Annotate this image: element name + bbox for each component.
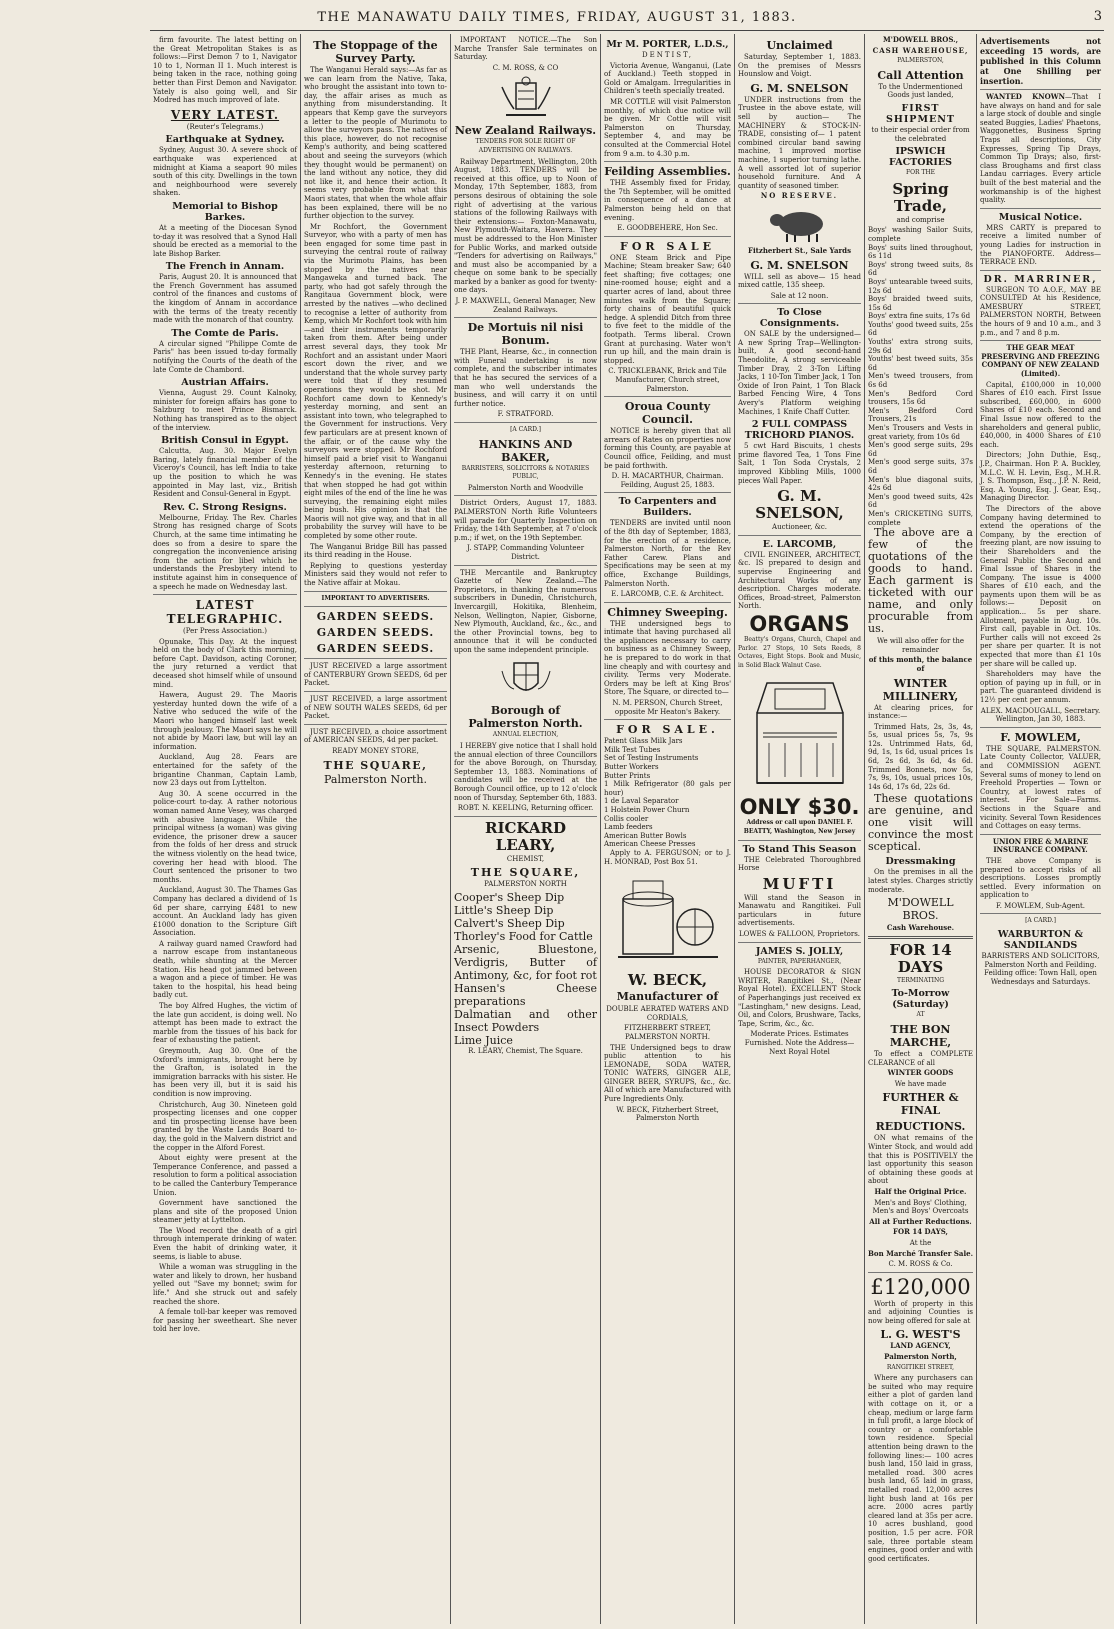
ipswich-factories: IPSWICH FACTORIES	[889, 146, 952, 169]
list-item: Boys' untearable tweed suits, 12s 6d	[868, 277, 973, 295]
consignments-text: ON SALE by the undersigned— A new Spring Trap—Wellington-built, A good second-hand Theodolite, A strong serviceable Timber Dray, 2 3-Ton Lifting Jacks, 1 10-Ton Timber Jack, 1 Ton Oxide of Iron Paint, 1 Ton Black Barbed Fencing Wire, 4 Tons Avery's Platform weighing Machines, 1 Knife Chaff Cutter.	[738, 330, 861, 416]
column-3	[450, 34, 600, 1624]
comprise: and comprise	[896, 215, 945, 224]
rickard-leary-heading: RICKARD LEARY,	[485, 818, 566, 854]
list-item: Lime Juice	[454, 1034, 513, 1047]
list-item: Boys' suits lined throughout, 6s 11d	[868, 243, 973, 261]
cottle-text: MR COTTLE will visit Palmerston monthly, of which due notice will be given. Mr Cottle will visit Palmerston on Thursday, September 4, and may be consulted at the Commercial Hotel from 9 a.m. to 4.30 p.m.	[604, 97, 731, 158]
gear-meat-text: The Directors of the above Company having determined to extend the operations of the Company, by the erection of freezing plant, are now issuing to their Shareholders and the General Public the Second and Final Issue of Shares in the Company. The issue is 4000 Shares of £10 each, and the payments upon them will be as follows:— Deposit on application... 5s per share. Allotment, payable in Aug. 10s. First call, payable in Oct. 10s. Further calls will not exceed 2s per share per quarter. It is not expected that more than £1 10s per share will be called up.	[980, 504, 1101, 668]
masthead-rule	[150, 30, 1104, 31]
list-item: Men's good serge suits, 29s 6d	[868, 441, 973, 458]
only-price: ONLY $30.	[739, 795, 860, 820]
divider	[980, 913, 1101, 914]
list-item: Men's CRICKETING SUITS, complete	[868, 509, 973, 527]
list-item: Men's good serge suits, 37s 6d	[868, 458, 973, 475]
list-item: American Cheese Presses	[604, 840, 696, 849]
all-at-reductions: All at Further Reductions.	[869, 1216, 972, 1226]
divider	[604, 492, 731, 493]
article-paragraph: The Wanganui Herald says:—As far as we can learn from the Native, Taka, who brought the assistant into town to-day, the affair arises as much as anything from misunderstanding. It appears that Kemp gave the surveyors a letter to the people of Murimotu to allow the surveyors pass. The natives of this place, however, do not recognise Kemp's authority, and being scattered about and seeing the surveyors (which they thought would be permanent) on the land without any notice, they did not like it, and hence their action. It seems very probable from what this Maori states, that when the whole affair has been explained, there will be no further objection to the survey.	[304, 66, 447, 221]
feilding-signature: E. GOODBEHERE, Hon Sec.	[617, 224, 718, 233]
first-shipment-sub: to their especial order from the celebrated	[871, 125, 970, 143]
telegram-paragraph: A female toll-bar keeper was removed for passing her sweetheart. She never told her love.	[153, 1308, 297, 1334]
union-fire-text: THE above Company is prepared to accept risks of all descriptions. Losses promptly settled. Every information on application to	[980, 856, 1101, 900]
columns	[150, 34, 1104, 1624]
chimney-heading: Chimney Sweeping.	[607, 605, 728, 619]
list-item: Collis cooler	[604, 814, 649, 823]
list-item: Youths' best tweed suits, 35s 6d	[868, 355, 973, 372]
volunteers-text: District Orders, August 17, 1883. PALMERSTON North Rifle Volunteers will parade for Quarterly Inspection on Friday, the 14th September, at 7 o'clock p.m.; if wet, on the 19th September.	[454, 499, 597, 542]
builders-text: TENDERS are invited until noon of the 8th day of September, 1883, for the erection of a residence, Palmerston North, for the Rev Father Carew. Plans and Specifications may be seen at my office, Exchange Buildings, Palmerston North.	[604, 519, 731, 588]
call-attention-sub: To the Undermentioned Goods just landed,	[878, 82, 963, 100]
divider	[304, 691, 447, 692]
list-item: Men's Bedford Cord trousers, 15s 6d	[868, 389, 973, 407]
wanted-text: —That I have always on hand and for sale a large stock of double and single seated Buggies, Ladies' Phaetons, Waggonettes, Business Spring Traps all descriptions, City Expresses, Spring Tip Drays, Common Tip Drays; also, first-class Broughams and first class Landau carriages. Every article built of the best material and the workmanship is of the highest quality.	[980, 93, 1102, 205]
survey-heading: The Stoppage of the Survey Party.	[313, 39, 438, 65]
sale-yards: Fitzherbert St., Sale Yards	[747, 245, 852, 255]
railways-signature: J. P. MAXWELL, General Manager, New Zealand Railways.	[455, 297, 596, 314]
list-item: Set of Testing Instruments	[604, 754, 699, 763]
story-text: Sydney, August 30. A severe shock of earthquake was experienced at midnight at Kiama a seaport 90 miles south of this city. Dwellings in the town and neighbourhood were severely shaken.	[153, 146, 297, 198]
dentist-sub: DENTIST,	[642, 51, 693, 59]
cattle-text: WILL sell as above— 15 head mixed cattle, 135 sheep.	[738, 272, 861, 290]
divider	[454, 495, 597, 496]
volunteers-signature: J. STAPP, Commanding Volunteer District.	[466, 544, 585, 561]
list-item: Youths' extra strong suits, 29s 6d	[868, 338, 973, 355]
mortuis-signature: F. STRATFORD.	[497, 410, 554, 419]
lead-text: firm favourite. The latest betting on the Great Metropolitan Stakes is as follows:—First Demon 7 to 1, Navigator 10 to 1, Norman II 1. Much interest is being taken in the race, nothing going better than First Demon and Navigator. Yately is also going well, and Sir Modred has much improved of late.	[153, 36, 297, 105]
clearing-text: At clearing prices, for instance:—	[868, 703, 973, 721]
borough-crest-icon	[496, 657, 556, 701]
chemist-items	[454, 891, 597, 1047]
directors-list: Directors; John Duthie, Esq., J.P., Chairman. Hon P. A. Buckley, M.L.C. W. H. Levin, Esq., M.H.R. J. S. Thompson, Esq., J.P. N. Reid, Esq. A. Young, Esq. J. Gear, Esq., Managing Director.	[980, 451, 1101, 503]
list-item: Thorley's Food for Cattle	[454, 930, 593, 943]
store-town: Palmerston North.	[324, 772, 427, 786]
borough-signature: ROBT. N. KEELING, Returning officer.	[457, 804, 594, 813]
cash-warehouse: CASH WAREHOUSE,	[872, 45, 969, 55]
dairy-signature: Apply to A. FERGUSON; or to J. H. MONRAD, Post Box 51.	[604, 848, 731, 866]
divider	[604, 719, 731, 720]
masthead-title: THE MANAWATU DAILY TIMES, FRIDAY, AUGUST 31, 1883.	[317, 9, 797, 25]
divider	[604, 602, 731, 603]
wanted-heading: WANTED KNOWN	[986, 92, 1065, 101]
telegram-paragraph: Auckland, Aug 28. Fears are entertained for the safety of the brigantine Chanman, Captain Lamb, now 23 days out from Lyttelton.	[153, 753, 297, 788]
west-street: RANGITIKEI STREET,	[886, 1363, 955, 1371]
column-1	[150, 34, 300, 1624]
story-text: Melbourne, Friday. The Rev. Charles Strong has resigned charge of Scots Church, at the same time intimating he does so from a desire to spare the congregation the inconvenience arising from the action for libel which he understands the Presbytery intend to institute against him in consequence of a speech he made on Wednesday last.	[153, 513, 297, 591]
clearance-text: To effect a COMPLETE CLEARANCE of all	[868, 1050, 973, 1067]
divider	[454, 422, 597, 423]
gear-meat-heading: THE GEAR MEAT PRESERVING AND FREEZING COMPANY OF NEW ZEALAND (Limited).	[981, 343, 1100, 379]
offer-text: We will also offer for the remainder	[876, 637, 965, 654]
winter-goods: WINTER GOODS	[887, 1068, 954, 1078]
jolly-heading: JAMES S. JOLLY,	[755, 945, 844, 957]
mdowell-bros: M'DOWELL BROS.	[887, 896, 954, 923]
ross-signature: C. M. ROSS & Co.	[888, 1260, 953, 1269]
mowlem-text: THE SQUARE, PALMERSTON. Late County Collector, VALUER, and COMMISSION AGENT. Several sums of money to lend on Freehold Properties — Town or Country, at lowest rates of interest. For Sale—Farms. Sections in the Square and vicinity. Several Town Residences and Cottages on easy terms.	[980, 744, 1101, 831]
divider	[454, 317, 597, 318]
divider	[980, 208, 1101, 209]
story-text: Vienna, August 29. Count Kalnoky, minister for foreign affairs has gone to Salzburg to meet Prince Bismarck. Nothing has transpired as to the object of the interview.	[153, 389, 297, 432]
further-final: FURTHER & FINAL	[882, 1091, 959, 1118]
divider	[980, 340, 1101, 341]
list-item: Boys' extra fine suits, 17s 6d	[868, 312, 971, 321]
call-attention: Call Attention	[877, 68, 964, 82]
coat-of-arms-icon	[496, 75, 556, 121]
first-shipment: FIRST SHIPMENT	[886, 102, 955, 125]
for-sale-signature: C. TRICKLEBANK, Brick and Tile Manufacturer, Church street, Palmerston.	[608, 367, 727, 393]
divider	[304, 724, 447, 725]
warburton-heading: WARBURTON & SANDILANDS	[997, 929, 1084, 952]
list-item: Patent Glass Milk Jars	[604, 737, 683, 746]
divider	[868, 1272, 973, 1273]
dentist-text: Victoria Avenue, Wanganui, (Late of Auckland.) Teeth stopped in Gold or Amalgam. Irregularities in Children's teeth specially treated.	[604, 61, 731, 96]
telegram-paragraph: A railway guard named Crawford had a narrow escape from instantaneous death, while shunting at the Mercer Station. His head got jammed between a wagon and a piece of timber. He was taken to the hospital, his head being badly cut.	[153, 939, 297, 1000]
feilding-text: THE Assembly fixed for Friday, the 7th September, will be omitted in consequence of a dance at Palmerston being held on that evening.	[604, 179, 731, 222]
property-value: £120,000	[870, 1274, 971, 1299]
auctioneer-sub: Auctioneer, &c.	[772, 523, 827, 532]
larcomb-heading: E. LARCOMB,	[762, 538, 837, 550]
page-number: 3	[1093, 9, 1102, 24]
mufti-heading: MUFTI	[762, 874, 837, 893]
list-item: Little's Sheep Dip	[454, 904, 554, 917]
railways-sub: TENDERS FOR SOLE RIGHT OF ADVERTISING ON RAILWAYS.	[475, 138, 576, 154]
column-2	[300, 34, 450, 1624]
clothing-list	[868, 226, 973, 527]
divider	[604, 396, 731, 397]
mercantile-text: THE Mercantile and Bankruptcy Gazette of New Zealand.—The Proprietors, in thanking the numerous subscribers in Dunedin, Christchurch, Invercargill, Hokitika, Blenheim, Nelson, Wellington, Napier, Gisborne, New Plymouth, Auckland, &c., &c., and the other Provincial towns, beg to announce that it will be conducted upon the same independent principle.	[454, 568, 597, 654]
seeds-notice: JUST RECEIVED, a large assortment of NEW SOUTH WALES SEEDS, 6d per Packet.	[304, 695, 447, 721]
dairy-items	[604, 737, 731, 849]
auctioneer-heading: G. M. SNELSON,	[755, 487, 844, 523]
snelson-heading: G. M. SNELSON	[750, 81, 849, 95]
larcomb-text: CIVIL ENGINEER, ARCHITECT, &c. IS prepared to design and supervise Engineering and Architectural Works of any description. Charges moderate. Offices, Broad-street, Palmerston North.	[738, 550, 861, 611]
divider	[738, 840, 861, 841]
borough-heading: Borough of Palmerston North.	[468, 704, 583, 731]
beck-sub: Manufacturer of	[616, 990, 719, 1004]
beck-heading: W. BECK,	[627, 971, 708, 990]
jolly-sub: PAINTER, PAPERHANGER,	[757, 957, 842, 965]
beck-product: DOUBLE AERATED WATERS AND CORDIALS,	[606, 1005, 729, 1022]
seeds-notice: JUST RECEIVED, a choice assortment of AMERICAN SEEDS, 4d per packet.	[304, 727, 447, 745]
dentist-heading: Mr M. PORTER, L.D.S.,	[606, 39, 729, 50]
divider	[868, 936, 973, 939]
divider	[980, 270, 1101, 271]
important-notice: IMPORTANT NOTICE.—The Son Marche Transfer Sale terminates on Saturday.	[454, 36, 597, 62]
telegram-paragraph: Opunake, This Day. At the inquest held on the body of Clark this morning, before Capt. Davidson, acting Coroner, the jury returned a verdict that deceased shot himself while of unsound mind.	[153, 637, 297, 689]
telegram-paragraph: Aug 30. A scene occurred in the police-court to-day. A rather notorious woman named Anne Vesey, was charged with abusive language. While the principal witness (a woman) was giving evidence, the prisoner drew a saucer from the folds of her dress and struck the witness violently on the head twice, covering her head with blood. The Court sentenced the prisoner to two months.	[153, 789, 297, 884]
for-sale-text: ONE Steam Brick and Pipe Machine; Steam breaker Saw; 640 feet shafting; five cottages; one nine-roomed house; eight and a quarter acres of land, about three minutes walk from the Square; forty chains of beautiful quick hedge. A splendid Ditch from three to five feet to the middle of the footpath. Terms liberal. Crown Grant at purchasing. Water won't run up hill, and the main drain is stopped.	[604, 253, 731, 365]
list-item: Men's blue diagonal suits, 42s 6d	[868, 475, 973, 493]
marriner-heading: DR. MARRINER,	[983, 273, 1098, 285]
telegram-paragraph: Christchurch, Aug 30. Nineteen gold prospecting licenses and one copper and tin prospecting license have been granted by the Waste Lands Board to-day, the gold in the Malvern district and the copper in the Alford Forest.	[153, 1100, 297, 1152]
list-item: 1 Holstein Power Churn	[604, 805, 690, 814]
story-heading: Memorial to Bishop Barkes.	[172, 200, 278, 223]
column-4	[600, 34, 734, 1624]
dairy-sale-heading: FOR SALE.	[616, 723, 719, 737]
builders-signature: E. LARCOMB, C.E. & Architect.	[611, 590, 724, 599]
union-fire-signature: F. MOWLEM, Sub-Agent.	[995, 901, 1086, 910]
mufti-text: Will stand the Season in Manawatu and Rangitikei. Full particulars in future advertisements.	[738, 893, 861, 928]
for-sale-heading: FOR SALE	[620, 239, 715, 253]
story-text: Calcutta, Aug. 30. Major Evelyn Baring, lately financial member of the Viceroy's Council, has left India to take up the position to which he was appointed in May last, viz., British Resident and Consul-General in Egypt.	[153, 447, 297, 499]
chimney-text: THE undersigned begs to intimate that having purchased all the appliances necessary to carry on business as a Chimney Sweep, he is prepared to do work in that line cheaply and with courtesy and civility. Terms very Moderate. Orders may be left at King Bros' Store, The Square, or directed to—	[604, 619, 731, 697]
hankins-baker-heading: HANKINS AND BAKER,	[478, 437, 573, 464]
article-paragraph: Mr Rochfort, the Government Surveyor, who with a party of men has been engaged for some time past in surveying the central route of railway via the Murimotu Plains, has been stopped by the natives near Mangaweka and turned back. The party, who had got safely through the Rangitaua Government block, were arrested by the natives —who declined to recognise a letter of authority from Kemp, which Mr Rochfort took with him—and their instruments temporarily taken from them. After being under arrest several days, they took Mr Rochfort and an assistant under Maori escort down the river, and we understand that the whole survey party were told that if they resumed operations they would be shot. Mr Rochfort came down to Kennedy's yesterday morning, and sent an assistant into town, who telegraphed to the Government for instructions. Very few particulars are at present known of the affair, or of the cause why the surveyors were stopped. Mr Rochford himself paid a brief visit to Wanganui yesterday afternoon, returning to Kennedy's in the evening. He states that when stopped he had got within eight miles of the end of the line he was surveying, the remaining eight miles being bush. His opinion is that the Maoris will not give way, and that in all probability the survey will have to be completed by some other route.	[304, 222, 447, 541]
story-heading: Rev. C. Strong Resigns.	[163, 501, 287, 513]
telegram-paragraph: Government have sanctioned the plans and site of the proposed Union steamer jetty at Lyttelton.	[153, 1199, 297, 1225]
snelson-heading: G. M. SNELSON	[750, 258, 849, 272]
advertisers-heading: IMPORTANT TO ADVERTISERS.	[321, 594, 430, 602]
list-item: Men's Trousers and Vests in great variety, from 10s 6d	[868, 424, 973, 441]
for-14-days: FOR 14 DAYS	[889, 940, 952, 976]
store-square: THE SQUARE,	[323, 758, 428, 772]
stand-heading: To Stand This Season	[742, 843, 857, 855]
telegram-paragraph: Greymouth, Aug 30. One of the Oxford's immigrants, brought here by the Grafton, is isolated in the immigration barracks with his sister. He has been very ill, but it is said his condition is now improving.	[153, 1047, 297, 1098]
telegram-paragraph: While a woman was struggling in the water and likely to drown, her husband yelled out "Save my bonnet; swim for life." And she struck out and safely reached the shore.	[153, 1263, 297, 1306]
list-item: Hansen's Cheese preparations	[454, 982, 597, 1008]
musical-text: MRS CARTY is prepared to receive a limited number of young Ladies for instruction in the PIANOFORTE. Address— TERRACE END.	[980, 223, 1101, 267]
west-heading: L. G. WEST'S	[880, 1328, 961, 1342]
unclaimed-heading: Unclaimed	[766, 39, 833, 52]
column-6	[864, 34, 976, 1624]
oroua-text: NOTICE is hereby given that all arrears of Rates on properties now forming this County, are payable at Council office, Feilding, and must be paid forthwith.	[604, 427, 731, 470]
gear-meat-signature: ALEX. MACDOUGALL, Secretary. Wellington, Jan 30, 1883.	[980, 706, 1101, 724]
card-label: [A CARD.]	[510, 426, 541, 433]
we-have-made: We have made	[894, 1079, 947, 1088]
mowlem-heading: F. MOWLEM,	[1000, 730, 1081, 744]
divider	[304, 658, 447, 659]
store-name: READY MONEY STORE,	[332, 746, 419, 755]
dressmaking-text: On the premises in all the latest styles. Charges strictly moderate.	[868, 868, 973, 894]
musical-heading: Musical Notice.	[998, 211, 1083, 223]
at-label: AT	[916, 1011, 925, 1019]
list-item: Dalmatian and other Insect Powders	[454, 1008, 597, 1034]
article-paragraph: Replying to questions yesterday Ministers said they would not refer to the Native affair at Mokau.	[304, 561, 447, 588]
no-reserve: NO RESERVE.	[760, 191, 839, 201]
beck-text: THE Undersigned begs to draw public attention to his LEMONADE, SODA WATER, TONIC WATERS, GINGER ALE, GINGER BEER, SYRUPS, &c., &c. All of which are Manufactured with Pure Ingredients Only.	[604, 1043, 731, 1104]
list-item: Arsenic, Bluestone, Verdigris, Butter of Antimony, &c, for foot rot	[454, 943, 597, 982]
list-item: Men's Bedford Cord Trousers, 21s	[868, 406, 973, 424]
column-notice: Advertisements not exceeding 15 words, are published in this Column at One Shilling per insertion.	[980, 36, 1101, 86]
beatty-address: Address or call upon DANIEL F. BEATTY, Washington, New Jersey	[743, 819, 856, 835]
telegram-paragraph: Hawera, August 29. The Maoris yesterday hunted down the wife of a Native who seduced the wife of the Maori who hanged himself last week through jealousy. The Maori says he will not abide by Maori law, but will lay an information.	[153, 691, 297, 751]
divider	[153, 594, 297, 595]
organ-illustration-icon	[745, 673, 855, 793]
list-item: Butter Workers	[604, 763, 659, 771]
hats-prices: Trimmed Hats, 2s, 3s, 4s, 5s, usual prices 5s, 7s, 9s 12s. Untrimmed Hats, 6d, 9d, 1s, 1s 6d, usual prices 1s 6d, 2s 6d, 3s 6d, 4s 6d. Trimmed Bonnets, now 5s, 7s, 9s, 10s, usual prices 10s, 14s 6d, 17s 6d, 22s 6d.	[868, 722, 973, 791]
divider	[604, 236, 731, 237]
story-text: Paris, August 20. It is announced that the French Government has assumed control of the finances and customs of the kingdom of Annam in accordance with the terms of the treaty recently made with the monarch of that country.	[153, 273, 297, 325]
telegram-paragraph: About eighty were present at the Temperance Conference, and passed a resolution to form a political association to be called the Canterbury Temperance Union.	[153, 1154, 297, 1197]
divider	[454, 816, 597, 817]
latest-telegraphic-sub: (Per Press Association.)	[183, 627, 267, 636]
union-fire-heading: UNION FIRE & MARINE INSURANCE COMPANY.	[992, 836, 1089, 855]
organs-description: Beatty's Organs, Church, Chapel and Parlor. 27 Stops, 10 Sets Reeds, 8 Octaves, Eight Stops. Book and Music, in Solid Black Walnut Case.	[738, 635, 861, 669]
divider	[980, 89, 1101, 90]
list-item: American Butter Bowls	[604, 831, 687, 840]
stand-text: THE Celebrated Thoroughbred Horse	[738, 855, 861, 873]
rickard-leary-square: THE SQUARE,	[470, 866, 581, 880]
list-item: Boys' braided tweed suits, 15s 6d	[868, 295, 973, 312]
story-heading: Earthquake at Sydney.	[165, 134, 285, 146]
very-latest-heading: VERY LATEST.	[170, 107, 280, 122]
divider	[604, 161, 731, 162]
oroua-signature: D. H. MACARTHUR, Chairman. Feilding, August 25, 1883.	[611, 472, 724, 489]
list-item: Youths' good tweed suits, 25s 6d	[868, 320, 973, 338]
mufti-signature: LOWES & FALLOON, Proprietors.	[738, 930, 861, 939]
list-item: Men's tweed trousers, from 6s 6d	[868, 372, 973, 390]
list-item: Calvert's Sheep Dip	[454, 917, 565, 930]
sale-time: Sale at 12 noon.	[770, 291, 829, 300]
article-paragraph: The Wanganui Bridge Bill has passed its third reading in the House.	[304, 542, 447, 560]
organs-heading: ORGANS	[749, 611, 850, 636]
card-label: [A CARD.]	[1025, 917, 1056, 925]
for-14-days-2: FOR 14 DAYS,	[893, 1227, 948, 1237]
oroua-heading: Oroua County Council.	[624, 400, 711, 427]
land-agency: LAND AGENCY,	[890, 1341, 951, 1351]
list-item: Milk Test Tubes	[604, 745, 661, 754]
aerated-water-machine-icon	[613, 869, 723, 969]
railways-heading: New Zealand Railways.	[454, 124, 597, 138]
jolly-text: HOUSE DECORATOR & SIGN WRITER, Rangitikei St., (Near Royal Hotel). EXCELLENT Stock of Paperhangings just received ex "Lastingham," new designs. Lead, Oil, and Colors, Brushware, Tacks, Tape, Scrim, &c., &c.	[738, 968, 861, 1028]
above-quotations: The above are a few of the quotations of the goods to hand. Each garment is ticketed with our name, and only procurable from us.	[868, 526, 973, 636]
list-item: Lamb feeders	[604, 823, 653, 832]
hankins-baker-sub: BARRISTERS, SOLICITORS & NOTARIES PUBLIC,	[461, 464, 590, 481]
divider	[980, 834, 1101, 835]
consignments-heading: To Close Consignments.	[759, 307, 840, 330]
story-heading: The Comte de Paris.	[171, 327, 279, 339]
clothing-text: Men's and Boys' Clothing, Men's and Boys' Overcoats	[872, 1198, 969, 1216]
marriner-text: SURGEON TO A.O.F., MAY BE CONSULTED At his Residence, AMESBURY STREET, PALMERSTON NORTH, Between the hours of 9 and 10 a.m., and 3 p.m., and 7 and 8 p.m.	[980, 285, 1101, 337]
column-7	[976, 34, 1104, 1624]
story-heading: Austrian Affairs.	[181, 377, 269, 389]
spring-trade: Spring Trade,	[892, 179, 949, 215]
palmerston-label: PALMERSTON,	[897, 57, 944, 65]
cash-warehouse-2: Cash Warehouse.	[886, 923, 955, 933]
beck-signature: W. BECK, Fitzherbert Street, Palmerston North	[616, 1105, 719, 1123]
west-town: Palmerston North,	[884, 1352, 957, 1362]
masthead	[0, 0, 1114, 34]
column-5	[734, 34, 864, 1624]
tomorrow-saturday: To-Morrow (Saturday)	[891, 988, 950, 1011]
at-the: At the	[909, 1238, 932, 1247]
chimney-signature: N. M. PERSON, Church Street, opposite Mr Heaton's Bakery.	[612, 699, 723, 716]
feilding-heading: Feilding Assemblies.	[604, 165, 731, 179]
pianos-list: 5 cwt Hard Biscuits, 1 chests prime flavored Tea, 1 Tons Fine Salt, 1 Ton Soda Crystals, 2 improved Kibbling Mills, 1000 pieces Wall Paper.	[738, 442, 861, 485]
sheep-icon	[765, 204, 835, 244]
divider	[980, 727, 1101, 728]
west-text: Where any purchasers can be suited who may require either a plot of garden land with cottage on it, or a cheap, medium or large farm in full profit, a large block of country or a comfortable town residence. Special attention being drawn to the following lines:— 100 acres bush land, 150 laid in grass, metalled road. 300 acres bush land, 65 laid in grass, metalled road. 12,000 acres light bush land at 16s per acre. 2000 acres partly cleared land at 35s per acre. 10 acres bushland, good position, 1.5 per acre. FOR sale, three portable steam engines, good order and with good certificates.	[868, 1374, 973, 1563]
story-heading: British Consul in Egypt.	[161, 435, 289, 447]
list-item: Cooper's Sheep Dip	[454, 891, 565, 904]
railways-text: Railway Department, Wellington, 20th August, 1883. TENDERS will be received at this office, up to Noon of Monday, 17th September, 1883, from persons desirous of obtaining the sole right of advertising at the various stations of the following Railways with their extensions:— Foxton-Manawatu, New Plymouth-Waitara, Hawera. They must be addressed to the Hon Minister for Public Works, and marked outside "Tenders for advertising on Railways," and must also be accompanied by a cheque on some bank to be specially marked by a banker as good for twenty-one days.	[454, 157, 597, 295]
story-heading: The French in Annam.	[165, 261, 285, 273]
dressmaking-heading: Dressmaking	[885, 856, 956, 868]
rickard-leary-town: PALMERSTON NORTH	[484, 880, 567, 889]
half-price: Half the Original Price.	[874, 1186, 967, 1196]
gear-meat-capital: Capital, £100,000 in 10,000 Shares of £10 each. First Issue subscribed, £60,000, in 6000 Shares of £10 each. Second and Final Issue now offered to the shareholders and general public, £40,000, in 4000 Shares of £10 each.	[980, 380, 1101, 449]
story-text: At a meeting of the Diocesan Synod to-day it was resolved that a Synod Hall should be erected as a memorial to the late Bishop Barker.	[153, 223, 297, 258]
telegram-paragraph: The Wood record the death of a girl through intemperate drinking of water. Even the habit of drinking water, it seems, is liable to abuse.	[153, 1226, 297, 1261]
mortuis-text: THE Plant, Hearse, &c., in connection with Funeral undertaking is now complete, and the subscriber intimates that he has secured the services of a man who well understands the business, and will carry it on until further notice.	[454, 348, 597, 408]
garden-seeds-heading: GARDEN SEEDS.	[316, 642, 435, 656]
chemist-signature: R. LEARY, Chemist, The Square.	[468, 1047, 583, 1055]
mdowell-heading: M'DOWELL BROS.,	[882, 35, 959, 44]
bon-marche: THE BON MARCHE,	[889, 1023, 952, 1049]
telegram-paragraph: The boy Alfred Hughes, the victim of the late gun accident, is doing well. No attempt has been made to extract the marble from the tissues of his back for fear of exhausting the patient.	[153, 1002, 297, 1045]
genuine-text: These quotations are genuine, and one visit will convince the most sceptical.	[868, 792, 973, 854]
latest-telegraphic-heading: LATEST TELEGRAPHIC.	[166, 598, 284, 627]
rickard-leary-sub: CHEMIST,	[506, 854, 545, 863]
property-text: Worth of property in this and adjoining Counties is now being offered for sale at	[868, 1299, 973, 1325]
list-item: Boys' washing Sailor Suits, complete	[868, 226, 973, 243]
winter-millinery: WINTER MILLINERY,	[882, 676, 959, 703]
divider	[738, 303, 861, 304]
pianos-heading: 2 FULL COMPASS TRICHORD PIANOS.	[744, 419, 855, 442]
snelson-text: UNDER instructions from the Trustee in the above estate, will sell by auction— The MACHINERY & STOCK-IN-TRADE, consisting of— 1 patent combined circular band sawing machine, 1 improved mortise machine, 1 superior turning lathe. A well assorted lot of superior household furniture. And A quantity of seasoned timber.	[738, 95, 861, 190]
remains-text: ON what remains of the Winter Stock, and would add that this is POSITIVELY the last opportunity this season of obtaining these goods at about	[868, 1134, 973, 1186]
list-item: 1 de Laval Separator	[604, 797, 679, 806]
garden-seeds-heading: GARDEN SEEDS.	[316, 610, 435, 624]
notice-signature: C. M. ROSS, & CO	[492, 63, 559, 72]
divider	[454, 565, 597, 566]
warburton-text: BARRISTERS AND SOLICITORS, Palmerston North and Feilding. Feilding office: Town Hall, open Wednesdays and Saturdays.	[981, 952, 1100, 986]
for-the: FOR THE	[905, 169, 936, 177]
divider	[304, 606, 447, 607]
seeds-notice: JUST RECEIVED a large assortment of CANTERBURY Grown SEEDS, 6d per Packet.	[304, 662, 447, 688]
terminating: TERMINATING	[896, 976, 945, 984]
unclaimed-text: Saturday, September 1, 1883. On the premises of Messrs Hounslow and Voigt.	[738, 53, 861, 79]
list-item: Boys' strong tweed suits, 8s 6d	[868, 260, 973, 278]
divider	[738, 942, 861, 943]
divider	[304, 591, 447, 592]
month-text: of this month, the balance of	[868, 655, 973, 673]
jolly-signature: Moderate Prices. Estimates Furnished. Note the Address—Next Royal Hotel	[744, 1030, 855, 1056]
list-item: Men's good tweed suits, 42s 6d	[868, 492, 973, 510]
list-item: Butter Prints	[604, 771, 651, 780]
reductions: REDUCTIONS.	[875, 1120, 966, 1134]
borough-text: I HEREBY give notice that I shall hold the annual election of three Councillors for the above Borough, on Thursday, September 13, 1883. Nominations of candidates will be received at the Borough Council office, up to 12 o'clock noon of Thursday, September 6th, 1883.	[454, 742, 597, 802]
story-text: A circular signed "Philippe Comte de Paris" has been issued to-day formally notifying the Courts of the death of the late Comte de Chambord.	[153, 339, 297, 374]
builders-heading: To Carpenters and Builders.	[618, 496, 717, 519]
mortuis-heading: De Mortuis nil nisi Bonum.	[467, 321, 584, 348]
gear-meat-text-2: Shareholders may have the option of paying up in full, or in part. The guaranteed dividend is 12½ per cent per annum.	[980, 670, 1101, 704]
wanted-known	[980, 93, 1101, 205]
bon-marche-sale: Bon Marché Transfer Sale.	[868, 1248, 974, 1258]
list-item: 1 Milk Refrigerator (80 gals per hour)	[604, 780, 731, 797]
beck-address: FITZHERBERT STREET, PALMERSTON NORTH.	[624, 1024, 711, 1041]
very-latest-sub: (Reuter's Telegrams.)	[186, 122, 264, 131]
telegram-paragraph: Auckland, August 30. The Thames Gas Company has declared a dividend of 1s 6d per share, carrying £481 to new account. An Auckland lady has given £1000 donation to the Scripture Gift Association.	[153, 886, 297, 938]
garden-seeds-heading: GARDEN SEEDS.	[316, 626, 435, 640]
hankins-baker-location: Palmerston North and Woodville	[467, 483, 584, 492]
divider	[738, 535, 861, 536]
borough-sub: ANNUAL ELECTION,	[492, 731, 559, 739]
